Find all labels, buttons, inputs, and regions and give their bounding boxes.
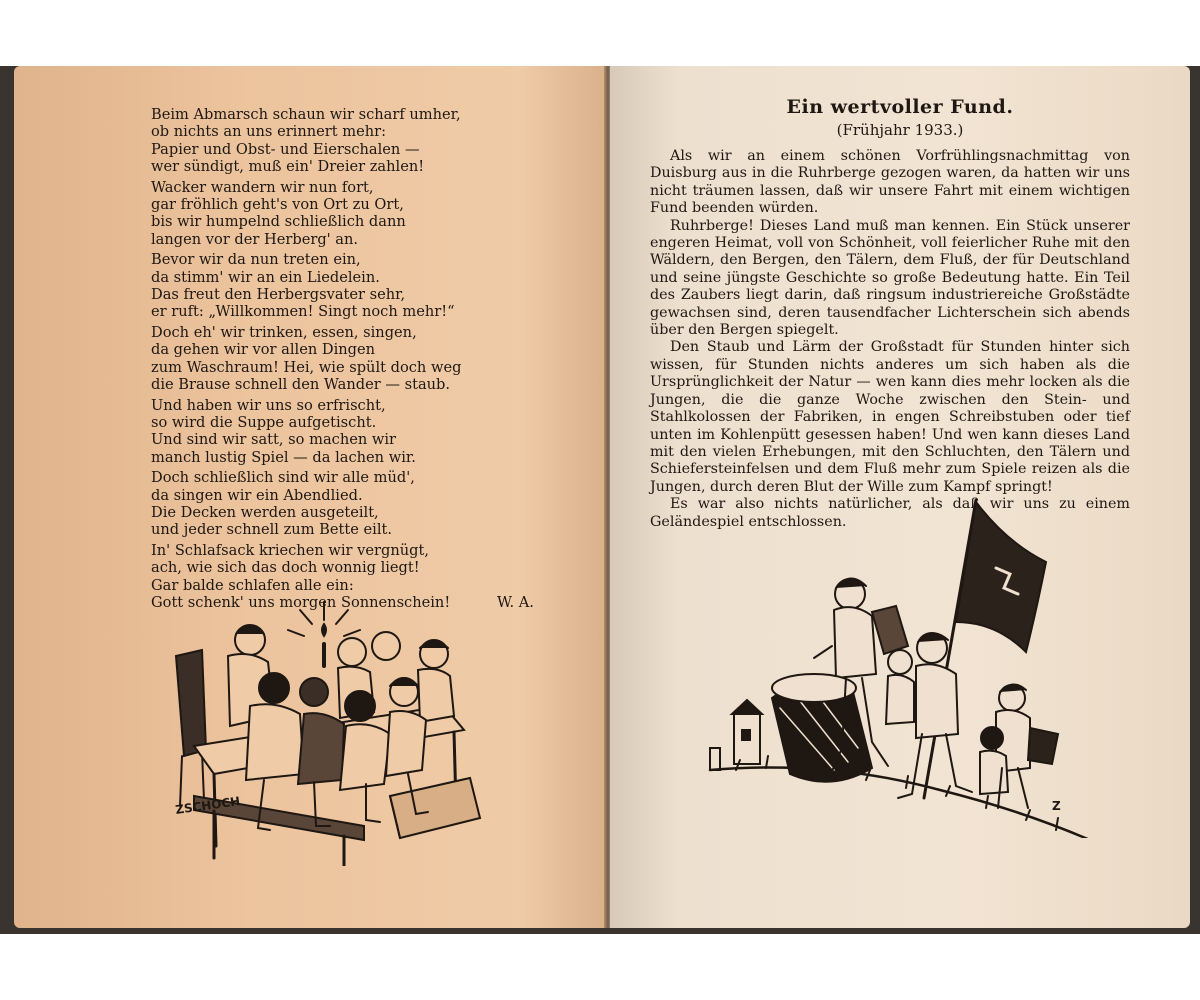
poem bbox=[151, 106, 551, 614]
stanza bbox=[151, 324, 551, 394]
poem-line: Bevor wir da nun treten ein, bbox=[151, 251, 361, 269]
illustrator-signature: ZSCHOCH bbox=[174, 794, 242, 817]
poem-line: Wacker wandern wir nun fort, bbox=[151, 178, 374, 196]
paragraph: Ruhrberge! Dieses Land muß man kennen. Ein Stück unserer engeren Heimat, voll von Schönheit, voll feierlicher Ruhe mit den Wäldern, den Bergen, den Tälern, dem Fluß, der für Deutschland und seine jüngste Geschichte so große Bedeutung hatte. Ein Teil des Zaubers liegt darin, daß ringsum industriereiche Großstädte gewachsen sind, deren tausendfacher Lichterschein sich abends über den Bergen spiegelt. bbox=[650, 217, 1130, 339]
poem-line: manch lustig Spiel — da lachen wir. bbox=[151, 448, 416, 466]
left-page bbox=[14, 66, 608, 928]
poem-line: wer sündigt, muß ein' Dreier zahlen! bbox=[151, 158, 425, 176]
chapter-title: Ein wertvoller Fund. bbox=[786, 96, 1014, 118]
poem-line: Doch schließlich sind wir alle müd', bbox=[151, 469, 415, 487]
poem-line: Beim Abmarsch schaun wir scharf umher, bbox=[151, 106, 461, 123]
poem-line: da singen wir ein Abendlied. bbox=[151, 486, 363, 504]
chapter-text bbox=[650, 148, 1130, 531]
poem-signature: W. A. bbox=[497, 593, 534, 611]
poem-line: gar fröhlich geht's von Ort zu Ort, bbox=[151, 196, 404, 214]
poem-line: Die Decken werden ausgeteilt, bbox=[151, 503, 379, 521]
poem-line: Papier und Obst- und Eierschalen — bbox=[151, 140, 420, 158]
poem-line: Das freut den Herbergsvater sehr, bbox=[151, 286, 406, 304]
poem-line: ob nichts an uns erinnert mehr: bbox=[151, 123, 387, 141]
poem-line: Und haben wir uns so erfrischt, bbox=[151, 396, 386, 414]
paragraph: Als wir an einem schönen Vorfrühlingsnachmittag von Duisburg aus in die Ruhrberge gezogen waren, da hatten wir uns nicht träumen lassen, daß wir unsere Fahrt mit einem wichtigen Fund beenden würden. bbox=[650, 148, 1130, 217]
poem-line: so wird die Suppe aufgetischt. bbox=[151, 413, 377, 431]
poem-line: ach, wie sich das doch wonnig liegt! bbox=[151, 559, 420, 577]
poem-line: In' Schlafsack kriechen wir vergnügt, bbox=[151, 541, 429, 559]
poem-line: er ruft: „Willkommen! Singt noch mehr!“ bbox=[151, 303, 455, 321]
poem-line: bis wir humpelnd schließlich dann bbox=[151, 213, 406, 231]
poem-line: zum Waschraum! Hei, wie spült doch weg bbox=[151, 358, 462, 376]
poem-line: Und sind wir satt, so machen wir bbox=[151, 431, 397, 449]
stanza bbox=[151, 251, 551, 321]
stanza bbox=[151, 106, 551, 176]
chapter-subtitle: (Frühjahr 1933.) bbox=[836, 121, 964, 139]
poem-line: Gott schenk' uns morgen Sonnenschein! bbox=[151, 593, 451, 611]
poem-line: langen vor der Herberg' an. bbox=[151, 230, 359, 248]
stanza bbox=[151, 397, 551, 467]
poem-line: Doch eh' wir trinken, essen, singen, bbox=[151, 323, 417, 341]
stanza bbox=[151, 179, 551, 249]
paragraph: Den Staub und Lärm der Großstadt für Stunden hinter sich wissen, für Stunden nichts anderes um sich haben als die Ursprünglichkeit der Natur — wen kann dies mehr locken als die Jungen, die die ganze Woche zwischen den Stein- und Stahlkolossen der Fabriken, in engen Schreibstuben oder tief unten im Kohlenpütt gesessen haben! Und wen kann dieses Land mit den vielen Erhebungen, mit den Schluchten, den Tälern und Schiefersteinfelsen und dem Fluß mehr zum Spiele reizen als die Jungen, durch deren Blut der Wille zum Kampf springt! bbox=[650, 339, 1130, 495]
paragraph: Es war also nichts natürlicher, als daß wir uns zu einem Geländespiel entschlossen. bbox=[650, 496, 1130, 530]
poem-line: und jeder schnell zum Bette eilt. bbox=[151, 521, 393, 539]
poem-line: Gar balde schlafen alle ein: bbox=[151, 576, 354, 594]
marching-boys-illustration bbox=[696, 498, 1096, 838]
open-book bbox=[0, 66, 1200, 934]
poem-line: da stimm' wir an ein Liedelein. bbox=[151, 268, 380, 286]
right-page bbox=[610, 66, 1190, 928]
hostel-dinner-illustration bbox=[154, 596, 494, 866]
stanza bbox=[151, 469, 551, 539]
poem-line: da gehen wir vor allen Dingen bbox=[151, 341, 376, 359]
illustrator-signature: Z bbox=[1052, 799, 1061, 813]
poem-line: die Brause schnell den Wander — staub. bbox=[151, 376, 451, 394]
